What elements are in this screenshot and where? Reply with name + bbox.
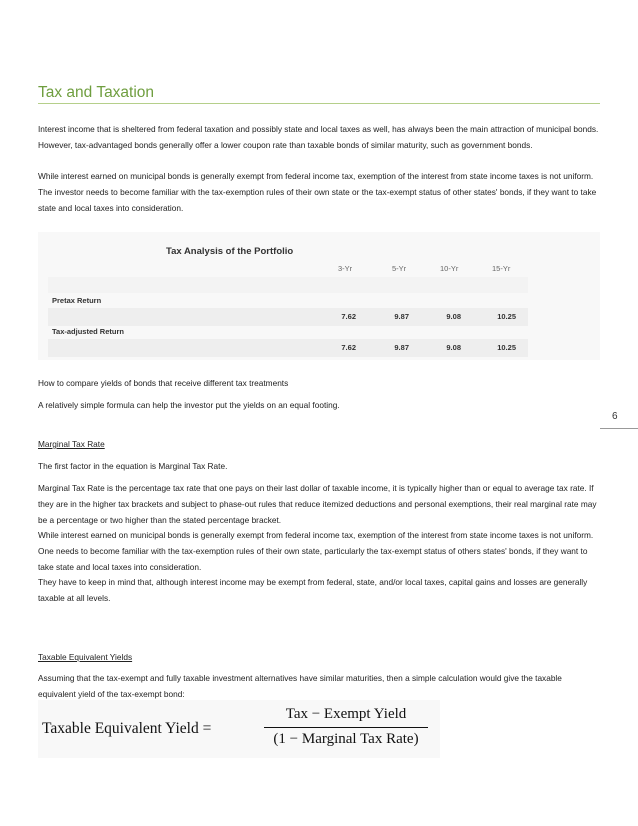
title-divider <box>38 103 600 104</box>
cell-adjusted-5yr: 9.87 <box>394 343 409 352</box>
cell-pretax-3yr: 7.62 <box>341 312 356 321</box>
col-header-3yr: 3-Yr <box>338 264 353 273</box>
cell-pretax-15yr: 10.25 <box>497 312 516 321</box>
paragraph-capital-gains: They have to keep in mind that, although interest income may be exempt from federal, state, and/or local taxes, capital gains and losses are generally taxable at all levels. <box>38 577 588 603</box>
paragraph-first-factor: The first factor in the equation is Marginal Tax Rate. <box>38 461 228 471</box>
paragraph-exemption: While interest earned on municipal bonds is generally exempt from federal income tax, exemption of the interest from state income taxes is not uniform. The investor needs to become familiar with the tax-exemption rules of their own state or the tax-exempt status of other states' bonds, if they want to take state and local taxes into consideration. <box>38 171 597 213</box>
paragraph-formula-intro: A relatively simple formula can help the investor put the yields on an equal footing. <box>38 400 340 410</box>
table-band <box>48 277 528 293</box>
row-label-tax-adjusted: Tax-adjusted Return <box>52 327 124 336</box>
formula-fraction-bar <box>264 727 428 728</box>
cell-adjusted-15yr: 10.25 <box>497 343 516 352</box>
formula-lhs: Taxable Equivalent Yield = <box>42 720 212 737</box>
subheading-marginal-tax-rate: Marginal Tax Rate <box>38 439 105 449</box>
cell-adjusted-3yr: 7.62 <box>341 343 356 352</box>
col-header-10yr: 10-Yr <box>440 264 459 273</box>
col-header-5yr: 5-Yr <box>392 264 407 273</box>
row-label-pretax: Pretax Return <box>52 296 102 305</box>
col-header-15yr: 15-Yr <box>492 264 511 273</box>
cell-adjusted-10yr: 9.08 <box>446 343 461 352</box>
table-title: Tax Analysis of the Portfolio <box>166 246 294 257</box>
page-number-rule <box>600 428 638 429</box>
paragraph-marginal-definition: Marginal Tax Rate is the percentage tax rate that one pays on their last dollar of taxable income, it is typically higher than or equal to average tax rate. If they are in the higher tax brackets and subject to phase-out rules that reduce itemized deductions and personal exemptions, their real marginal rate may be a percentage or two higher than the stated percentage bracket. <box>38 483 597 525</box>
cell-pretax-5yr: 9.87 <box>394 312 409 321</box>
formula-numerator: Tax − Exempt Yield <box>285 706 407 722</box>
paragraph-state-exemption: While interest earned on municipal bonds is generally exempt from federal income tax, exemption of the interest from state income taxes is not uniform. One needs to become familiar with the tax-exemption rules of their own state, particularly the tax-exempt status of others states' bonds, if they want to take state and local taxes into consideration. <box>38 530 594 572</box>
paragraph-assumption: Assuming that the tax-exempt and fully taxable investment alternatives have similar maturities, then a simple calculation would give the taxable equivalent yield of the tax-exempt bond: <box>38 673 562 699</box>
paragraph-compare: How to compare yields of bonds that receive different tax treatments <box>38 378 289 388</box>
cell-pretax-10yr: 9.08 <box>446 312 461 321</box>
subheading-taxable-equivalent-yields: Taxable Equivalent Yields <box>38 652 133 662</box>
paragraph-intro: Interest income that is sheltered from federal taxation and possibly state and local taxes as well, has always been the main attraction of municipal bonds. However, tax-advantaged bonds generally offer a lower coupon rate than taxable bonds of similar maturity, such as government bonds. <box>38 124 599 150</box>
formula-denominator: (1 − Marginal Tax Rate) <box>273 731 419 747</box>
page-number: 6 <box>612 411 618 422</box>
section-title: Tax and Taxation <box>38 84 155 101</box>
